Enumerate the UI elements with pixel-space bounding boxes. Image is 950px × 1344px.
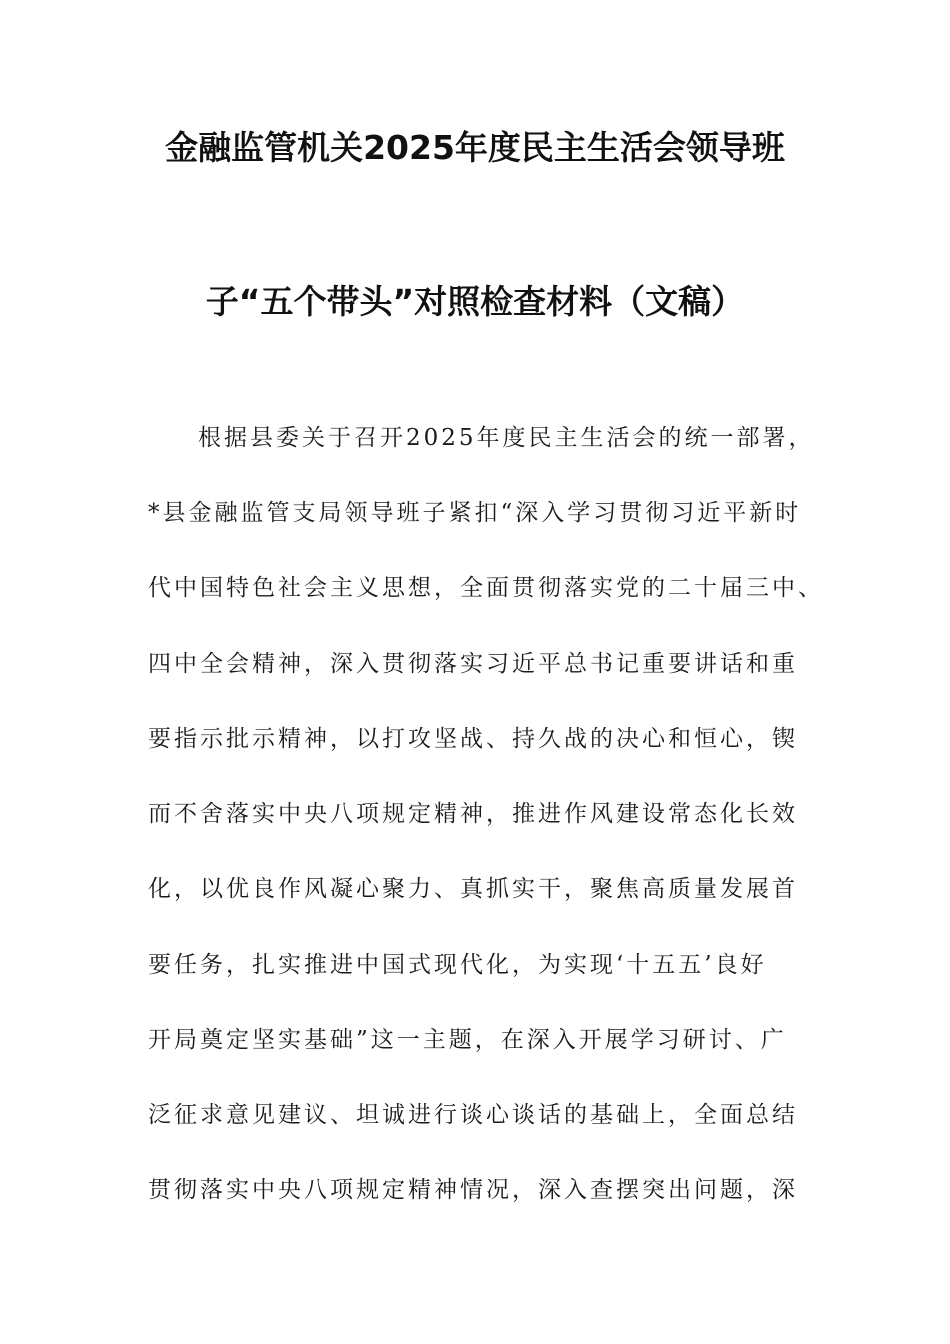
body-paragraph-line: 要指示批示精神，以打攻坚战、持久战的决心和恒心，锲	[148, 726, 798, 752]
body-paragraph-line: 要任务，扎实推进中国式现代化，为实现‘十五五’良好	[148, 952, 767, 978]
body-paragraph-line: *县金融监管支局领导班子紧扣“深入学习贯彻习近平新时	[148, 500, 802, 526]
body-paragraph-line: 开局奠定坚实基础”这一主题，在深入开展学习研讨、广	[148, 1027, 787, 1053]
body-paragraph-line: 贯彻落实中央八项规定精神情况，深入查摆突出问题，深	[148, 1177, 798, 1203]
body-paragraph-line: 泛征求意见建议、坦诚进行谈心谈话的基础上，全面总结	[148, 1102, 798, 1128]
document-title-line-2: 子“五个带头”对照检查材料（文稿）	[205, 282, 745, 321]
body-paragraph-line: 根据县委关于召开2025年度民主生活会的统一部署，	[198, 425, 815, 451]
body-paragraph-line: 化，以优良作风凝心聚力、真抓实干，聚焦高质量发展首	[148, 876, 798, 902]
body-paragraph-line: 代中国特色社会主义思想，全面贯彻落实党的二十届三中、	[148, 575, 824, 601]
body-paragraph-line: 四中全会精神，深入贯彻落实习近平总书记重要讲话和重	[148, 651, 798, 677]
body-paragraph-line: 而不舍落实中央八项规定精神，推进作风建设常态化长效	[148, 801, 798, 827]
document-title-line-1: 金融监管机关2025年度民主生活会领导班	[165, 128, 785, 167]
